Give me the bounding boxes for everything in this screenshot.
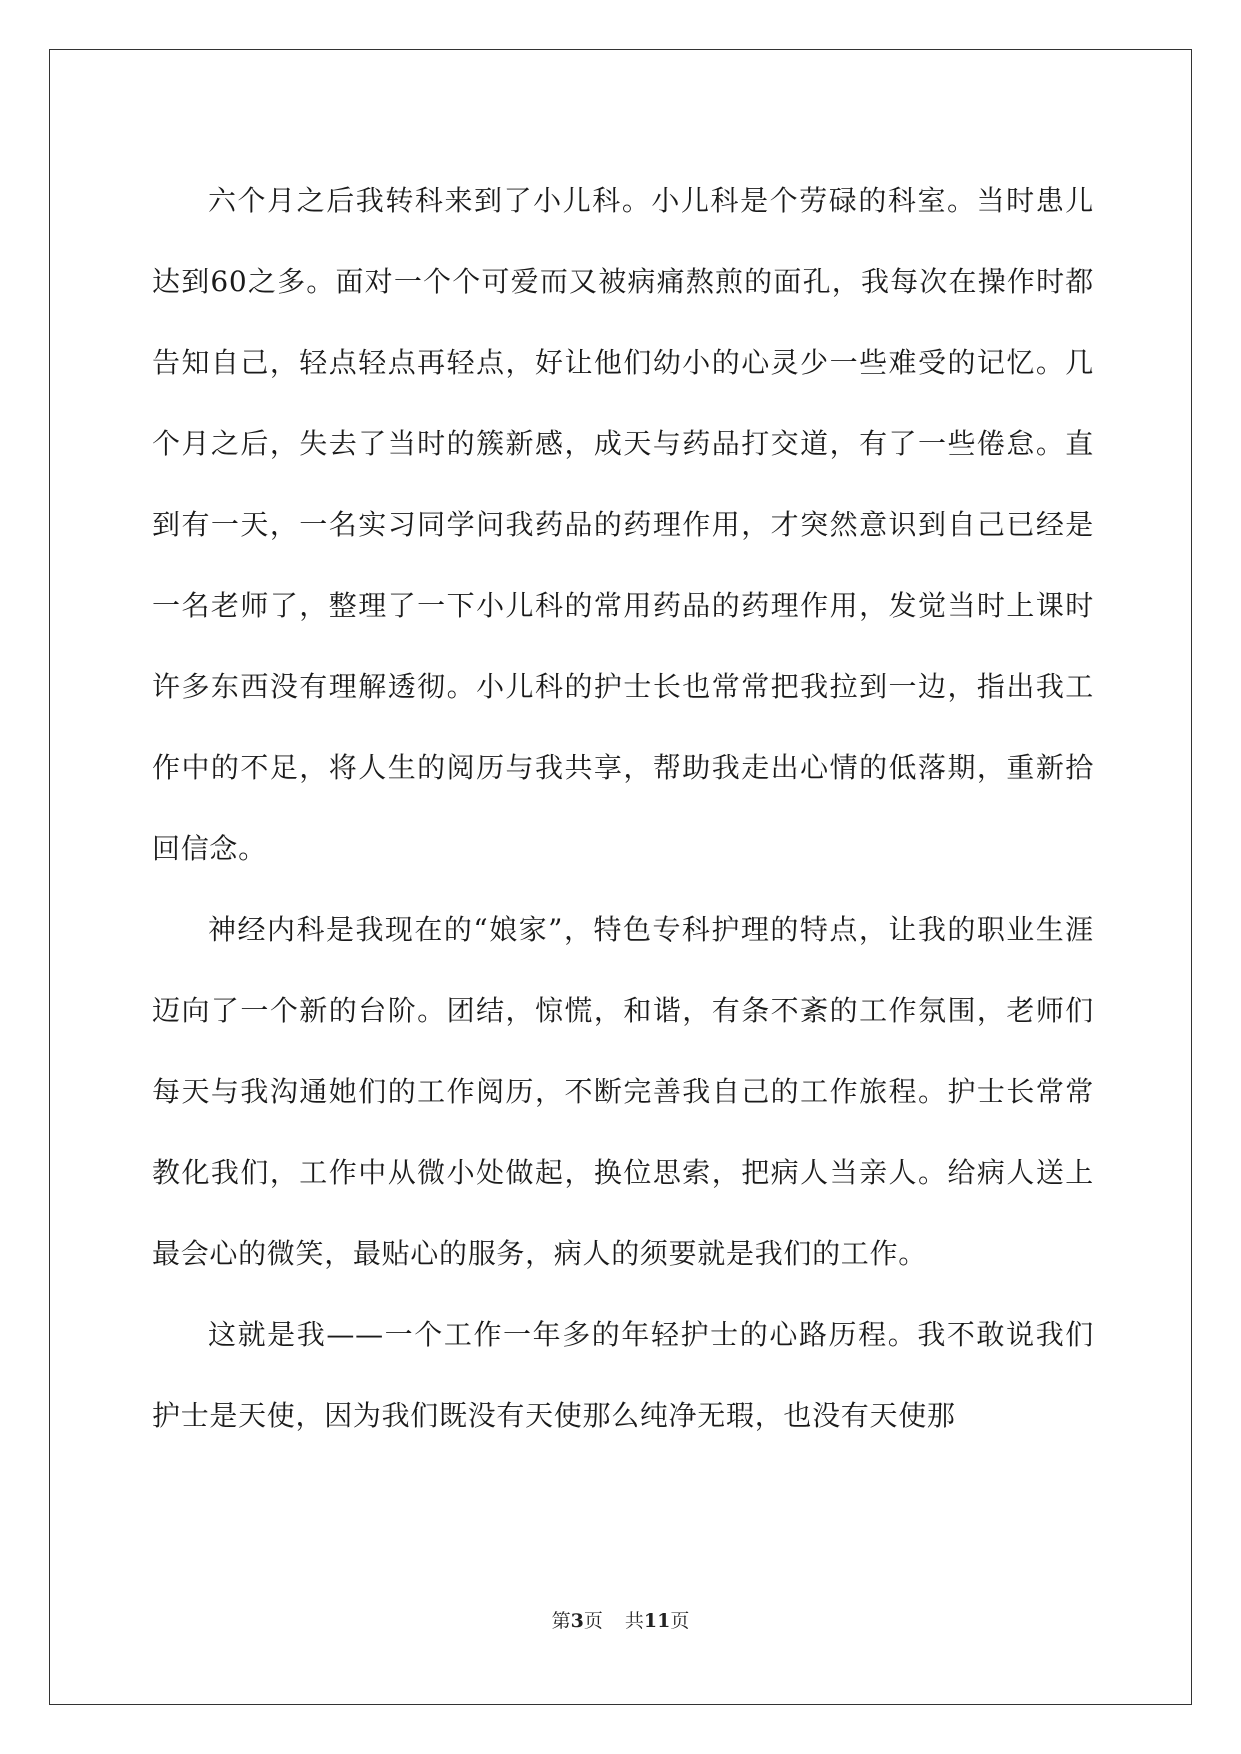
footer-total-prefix: 共 xyxy=(624,1610,644,1632)
page-footer xyxy=(0,1606,1241,1633)
paragraph-neurology: 神经内科是我现在的“娘家”，特色专科护理的特点，让我的职业生涯迈向了一个新的台阶。团结，惊慌，和谐，有条不紊的工作氛围，老师们每天与我沟通她们的工作阅历，不断完善我自己的工作旅程。护士长常常教化我们，工作中从微小处做起，换位思索，把病人当亲人。给病人送上最会心的微笑，最贴心的服务，病人的须要就是我们的工作。 xyxy=(152,913,1094,1270)
footer-total-pages: 11 xyxy=(643,1610,671,1632)
paragraph-reflection: 这就是我——一个工作一年多的年轻护士的心路历程。我不敢说我们护士是天使，因为我们既没有天使那么纯净无瑕，也没有天使那 xyxy=(152,1318,1094,1432)
footer-page-suffix: 页 xyxy=(583,1610,603,1632)
paragraph-pediatrics: 六个月之后我转科来到了小儿科。小儿科是个劳碌的科室。当时患儿达到60之多。面对一个个可爱而又被病痛熬煎的面孔，我每次在操作时都告知自己，轻点轻点再轻点，好让他们幼小的心灵少一些难受的记忆。几个月之后，失去了当时的簇新感，成天与药品打交道，有了一些倦怠。直到有一天，一名实习同学问我药品的药理作用，才突然意识到自己已经是一名老师了，整理了一下小儿科的常用药品的药理作用，发觉当时上课时许多东西没有理解透彻。小儿科的护士长也常常把我拉到一边，指出我工作中的不足，将人生的阅历与我共享，帮助我走出心情的低落期，重新拾回信念。 xyxy=(152,184,1094,865)
footer-page-prefix: 第 xyxy=(551,1610,571,1632)
document-body xyxy=(152,160,1094,1456)
footer-page-number: 3 xyxy=(570,1610,584,1632)
footer-total-suffix: 页 xyxy=(670,1610,690,1632)
